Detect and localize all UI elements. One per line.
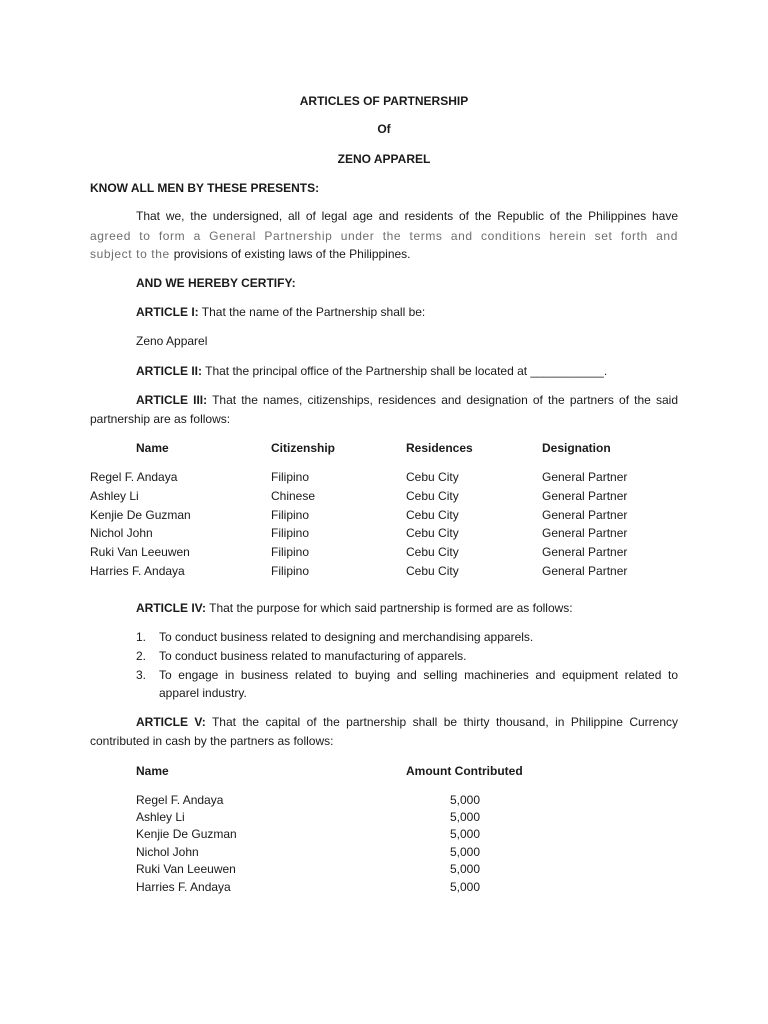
article-1-text: That the name of the Partnership shall be: bbox=[198, 305, 426, 319]
list-item: To conduct business related to designing and merchandising apparels. bbox=[159, 630, 534, 644]
list-item: To engage in business related to buying and selling machineries and equipment related to bbox=[159, 668, 678, 682]
partner-designation: General Partner bbox=[542, 526, 628, 540]
list-item-number: 2. bbox=[136, 649, 147, 663]
article-2-label: ARTICLE II: bbox=[136, 364, 202, 378]
partner-citizenship: Chinese bbox=[271, 489, 316, 503]
contribution-amount: 5,000 bbox=[450, 880, 481, 894]
article-2-text: That the principal office of the Partnership shall be located at ___________. bbox=[202, 364, 608, 378]
partner-residence: Cebu City bbox=[406, 564, 459, 578]
contributor-name: Harries F. Andaya bbox=[136, 880, 231, 894]
partner-residence: Cebu City bbox=[406, 526, 459, 540]
contribution-amount: 5,000 bbox=[450, 810, 481, 824]
preamble-line-1: That we, the undersigned, all of legal age and residents of the Republic of the Philippines have bbox=[136, 209, 678, 223]
partners-header-name: Name bbox=[136, 441, 169, 455]
contributor-name: Regel F. Andaya bbox=[136, 793, 224, 807]
doc-title-of: Of bbox=[377, 122, 391, 136]
partner-citizenship: Filipino bbox=[271, 526, 310, 540]
partner-name: Nichol John bbox=[90, 526, 153, 540]
partner-name: Regel F. Andaya bbox=[90, 470, 178, 484]
partner-citizenship: Filipino bbox=[271, 470, 310, 484]
partner-designation: General Partner bbox=[542, 545, 628, 559]
partner-citizenship: Filipino bbox=[271, 564, 310, 578]
contributor-name: Kenjie De Guzman bbox=[136, 827, 237, 841]
contributor-name: Ruki Van Leeuwen bbox=[136, 862, 236, 876]
article-4 bbox=[136, 601, 573, 615]
partner-citizenship: Filipino bbox=[271, 508, 310, 522]
doc-title: ARTICLES OF PARTNERSHIP bbox=[299, 94, 469, 108]
doc-title-company: ZENO APPAREL bbox=[337, 152, 431, 166]
partner-designation: General Partner bbox=[542, 508, 628, 522]
article-3-text: That the names, citizenships, residences and designation of the partners of the said bbox=[207, 393, 678, 407]
preamble-line-3-gray: subject to the bbox=[90, 247, 174, 261]
partner-citizenship: Filipino bbox=[271, 545, 310, 559]
preamble-heading: KNOW ALL MEN BY THESE PRESENTS: bbox=[90, 181, 320, 195]
partners-header-citizenship: Citizenship bbox=[271, 441, 336, 455]
capital-header-amount: Amount Contributed bbox=[406, 764, 523, 778]
partners-header-residences: Residences bbox=[406, 441, 473, 455]
article-1 bbox=[136, 305, 425, 319]
article-2 bbox=[136, 364, 607, 378]
contribution-amount: 5,000 bbox=[450, 862, 481, 876]
article-1-label: ARTICLE I: bbox=[136, 305, 199, 319]
certify-heading: AND WE HEREBY CERTIFY: bbox=[136, 276, 296, 290]
partner-residence: Cebu City bbox=[406, 508, 459, 522]
partner-designation: General Partner bbox=[542, 489, 628, 503]
article-3-line-1 bbox=[136, 393, 678, 407]
preamble-line-2: agreed to form a General Partnership under the terms and conditions herein set forth and bbox=[90, 229, 678, 243]
article-3-line-2: partnership are as follows: bbox=[90, 412, 231, 426]
article-5-text: That the capital of the partnership shall be thirty thousand, in Philippine Currency bbox=[205, 715, 678, 729]
contribution-amount: 5,000 bbox=[450, 845, 481, 859]
partner-designation: General Partner bbox=[542, 470, 628, 484]
contribution-amount: 5,000 bbox=[450, 793, 481, 807]
article-5-line-1 bbox=[136, 715, 678, 729]
list-item-number: 1. bbox=[136, 630, 147, 644]
article-3-label: ARTICLE III: bbox=[136, 393, 208, 407]
partners-header-designation: Designation bbox=[542, 441, 611, 455]
partner-name: Ashley Li bbox=[90, 489, 139, 503]
list-item-continuation: apparel industry. bbox=[159, 686, 247, 700]
article-4-text: That the purpose for which said partnership is formed are as follows: bbox=[206, 601, 573, 615]
article-5-line-2: contributed in cash by the partners as follows: bbox=[90, 734, 334, 748]
partner-residence: Cebu City bbox=[406, 470, 459, 484]
article-5-label: ARTICLE V: bbox=[136, 715, 206, 729]
contribution-amount: 5,000 bbox=[450, 827, 481, 841]
partner-name: Ruki Van Leeuwen bbox=[90, 545, 190, 559]
partner-residence: Cebu City bbox=[406, 489, 459, 503]
article-4-label: ARTICLE IV: bbox=[136, 601, 207, 615]
preamble-line-3-rest: provisions of existing laws of the Philippines. bbox=[173, 247, 411, 261]
list-item: To conduct business related to manufacturing of apparels. bbox=[159, 649, 467, 663]
capital-header-name: Name bbox=[136, 764, 169, 778]
list-item-number: 3. bbox=[136, 668, 147, 682]
contributor-name: Nichol John bbox=[136, 845, 199, 859]
preamble-line-3 bbox=[90, 247, 411, 261]
partner-name: Kenjie De Guzman bbox=[90, 508, 191, 522]
partnership-name: Zeno Apparel bbox=[136, 334, 208, 348]
partner-residence: Cebu City bbox=[406, 545, 459, 559]
partner-name: Harries F. Andaya bbox=[90, 564, 185, 578]
partner-designation: General Partner bbox=[542, 564, 628, 578]
contributor-name: Ashley Li bbox=[136, 810, 185, 824]
